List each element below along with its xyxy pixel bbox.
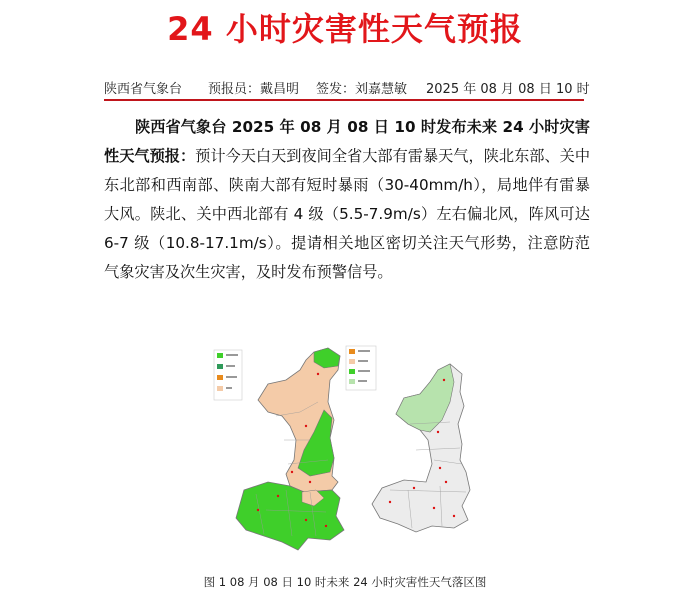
forecast-maps	[206, 340, 496, 572]
meta-org: 陕西省气象台	[104, 82, 183, 97]
map-right	[346, 346, 470, 532]
meta-datetime: 2025 年 08 月 08 日 10 时	[426, 82, 590, 97]
forecast-body: 预计今天白天到夜间全省大部有雷暴天气，陕北东部、关中东北部和西南部、陕南大部有短时暴雨（30-40mm/h），局地伴有雷暴大风。陕北、关中西北部有 4 级（5.5-7.9m/s）左右偏北风，阵风可达 6-7 级（10.8-17.1m/s）。提请相关地区密切关注天气形势，注意防范气象灾害及次生灾害，及时发布预警信号。	[104, 147, 590, 281]
page-title: 24 小时灾害性天气预报	[167, 10, 523, 48]
meta-issuer: 签发：刘嘉慧敏	[316, 82, 408, 97]
map-left-south-region	[236, 482, 344, 550]
map-right-province	[372, 364, 470, 532]
meta-line	[104, 76, 590, 98]
map-left-legend	[214, 350, 242, 400]
forecast-lead: 陕西省气象台 2025 年 08 月 08 日 10 时发布未来 24 小时灾害性天气预报：	[104, 118, 590, 165]
figure-caption: 图 1 08 月 08 日 10 时未来 24 小时灾害性天气落区图	[203, 575, 487, 589]
map-left	[214, 348, 344, 550]
header-rule	[104, 99, 584, 101]
maps-svg	[206, 340, 496, 572]
forecast-text	[104, 113, 590, 287]
meta-forecaster: 预报员：戴昌明	[208, 82, 300, 97]
map-right-legend	[346, 346, 376, 390]
